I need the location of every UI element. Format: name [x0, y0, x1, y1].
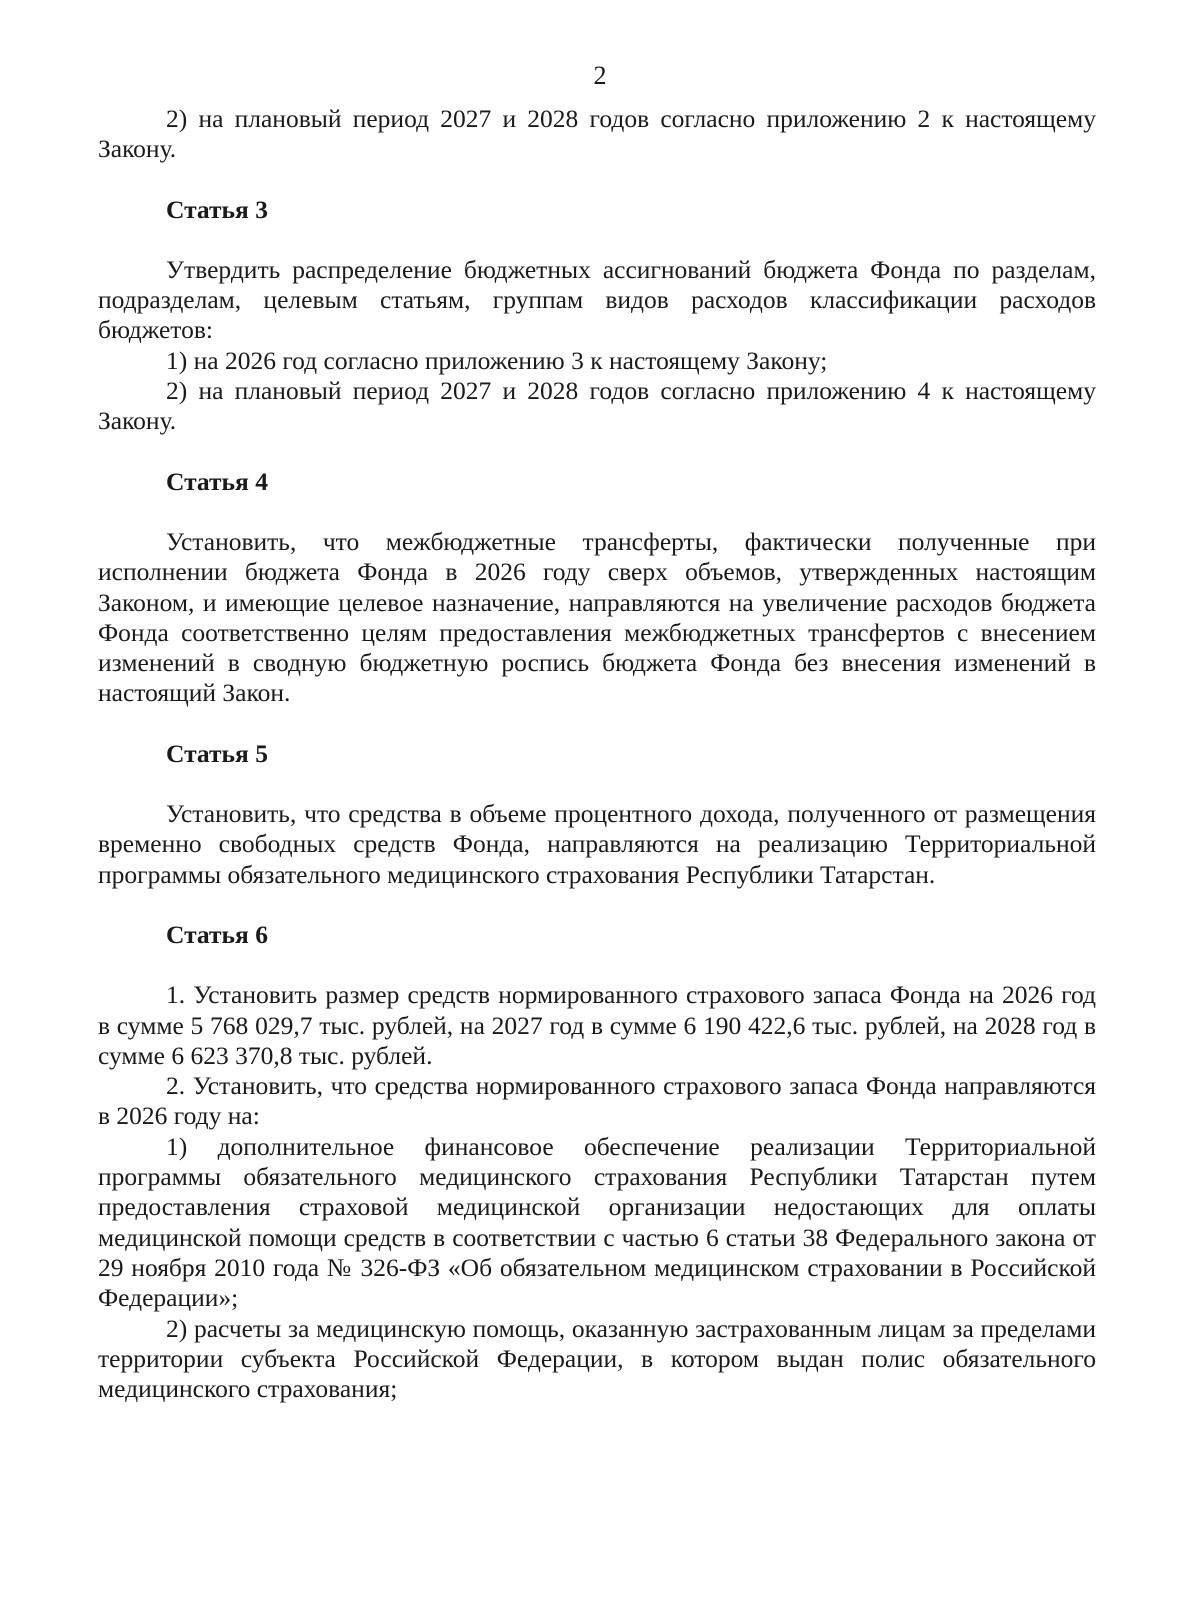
article-6-title: Статья 6: [166, 919, 268, 949]
article-6-item-2: 2) расчеты за медицинскую помощь, оказанную застрахованным лицам за пределами территории субъекта Российской Федерации, в котором выдан полис обязательного медицинского страхования;: [98, 1313, 1096, 1404]
article-5-paragraph: Установить, что средства в объеме процентного дохода, полученного от размещения временно свободных средств Фонда, направляются на реализацию Территориальной программы обязательного медицинского страхования Республики Татарстан.: [98, 799, 1096, 889]
article-4-title: Статья 4: [166, 466, 268, 496]
article-6-paragraph-1: 1. Установить размер средств нормированного страхового запаса Фонда на 2026 год в сумме 5 768 029,7 тыс. рублей, на 2027 год в сумме 6 190 422,6 тыс. рублей, на 2028 год в сумме 6 623 370,8 тыс. рублей.: [98, 980, 1096, 1070]
article-4-paragraph: Установить, что межбюджетные трансферты, фактически полученные при исполнении бюджета Фонда в 2026 году сверх объемов, утвержденных настоящим Законом, и имеющие целевое назначение, направляются на увеличение расходов бюджета Фонда соответственно целям предоставления межбюджетных трансфертов с внесением изменений в сводную бюджетную роспись бюджета Фонда без внесения изменений в настоящий Закон.: [98, 526, 1096, 708]
intro-item-2: 2) на плановый период 2027 и 2028 годов согласно приложению 2 к настоящему Закону.: [98, 104, 1096, 164]
article-3-paragraph: Утвердить распределение бюджетных ассигнований бюджета Фонда по разделам, подразделам, целевым статьям, группам видов расходов классификации расходов бюджетов:: [98, 254, 1096, 345]
article-3-item-1: 1) на 2026 год согласно приложению 3 к настоящему Закону;: [166, 345, 828, 375]
article-5-title: Статья 5: [166, 738, 268, 768]
article-6-paragraph-2: 2. Установить, что средства нормированного страхового запаса Фонда направляются в 2026 году на:: [98, 1071, 1096, 1131]
article-6-item-1: 1) дополнительное финансовое обеспечение реализации Территориальной программы обязательного медицинского страхования Республики Татарстан путем предоставления страховой медицинской организации недостающих для оплаты медицинской помощи средств в соответствии с частью 6 статьи 38 Федерального закона от 29 ноября 2010 года № 326-ФЗ «Об обязательном медицинском страховании в Российской Федерации»;: [98, 1131, 1096, 1313]
page-number: 2: [593, 61, 607, 90]
article-3-item-2: 2) на плановый период 2027 и 2028 годов согласно приложению 4 к настоящему Закону.: [98, 376, 1096, 436]
document-body: [98, 104, 1096, 1404]
article-3-title: Статья 3: [166, 194, 268, 224]
